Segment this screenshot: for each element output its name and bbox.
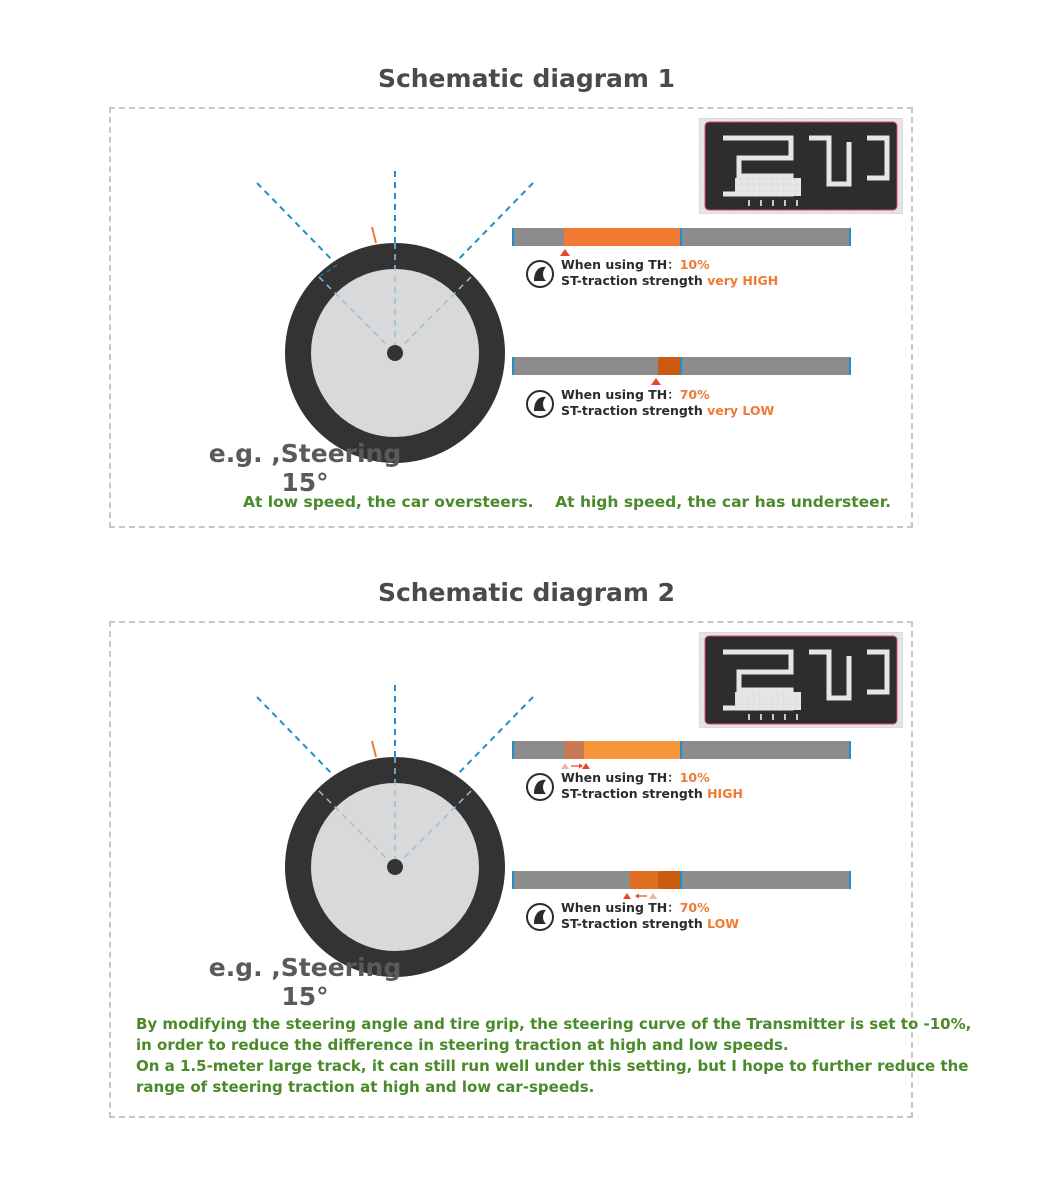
diagram-1-title: Schematic diagram 1 (377, 64, 676, 93)
traction-bar-th70 (512, 357, 851, 375)
diagram-1-note: At low speed, the car oversteers. At high speed, the car has understeer. (243, 493, 892, 511)
marker-arrow-icon (651, 378, 661, 386)
tire-logo-icon (525, 772, 555, 802)
diagram-1-panel (109, 107, 913, 528)
traction-info-1: When using TH：10% ST-traction strength very HIGH (561, 257, 779, 288)
diagram-2-title: Schematic diagram 2 (377, 578, 676, 607)
steering-wheel-diagram-2 (201, 653, 601, 983)
traction-bar-th10 (512, 741, 851, 759)
tire-logo-icon (525, 259, 555, 289)
traction-bar-th70 (512, 871, 851, 889)
wheel-caption: e.g. ,Steering 15° (208, 439, 402, 497)
diagram-2-note (136, 1014, 971, 1098)
note-line: By modifying the steering angle and tire grip, the steering curve of the Transmitter is set to -10%, (136, 1015, 972, 1033)
wheel-caption: e.g. ,Steering 15° (208, 953, 402, 1011)
traction-info-4: When using TH：70% ST-traction strength LOW (561, 900, 740, 931)
marker-arrow-icon (560, 249, 570, 257)
steering-wheel-diagram-1 (201, 139, 601, 469)
note-line: range of steering traction at high and low car-speeds. (136, 1078, 595, 1096)
note-line: in order to reduce the difference in steering traction at high and low speeds. (136, 1036, 789, 1054)
traction-bar-th10 (512, 228, 851, 246)
traction-info-3: When using TH：10% ST-traction strength HIGH (561, 770, 743, 801)
traction-info-2: When using TH：70% ST-traction strength very LOW (561, 387, 775, 418)
diagram-2-panel (109, 621, 972, 1118)
track-map-image (699, 632, 903, 728)
note-line: On a 1.5-meter large track, it can still run well under this setting, but I hope to further reduce the (136, 1057, 969, 1075)
track-map-image (699, 118, 903, 214)
tire-logo-icon (525, 902, 555, 932)
tire-logo-icon (525, 389, 555, 419)
